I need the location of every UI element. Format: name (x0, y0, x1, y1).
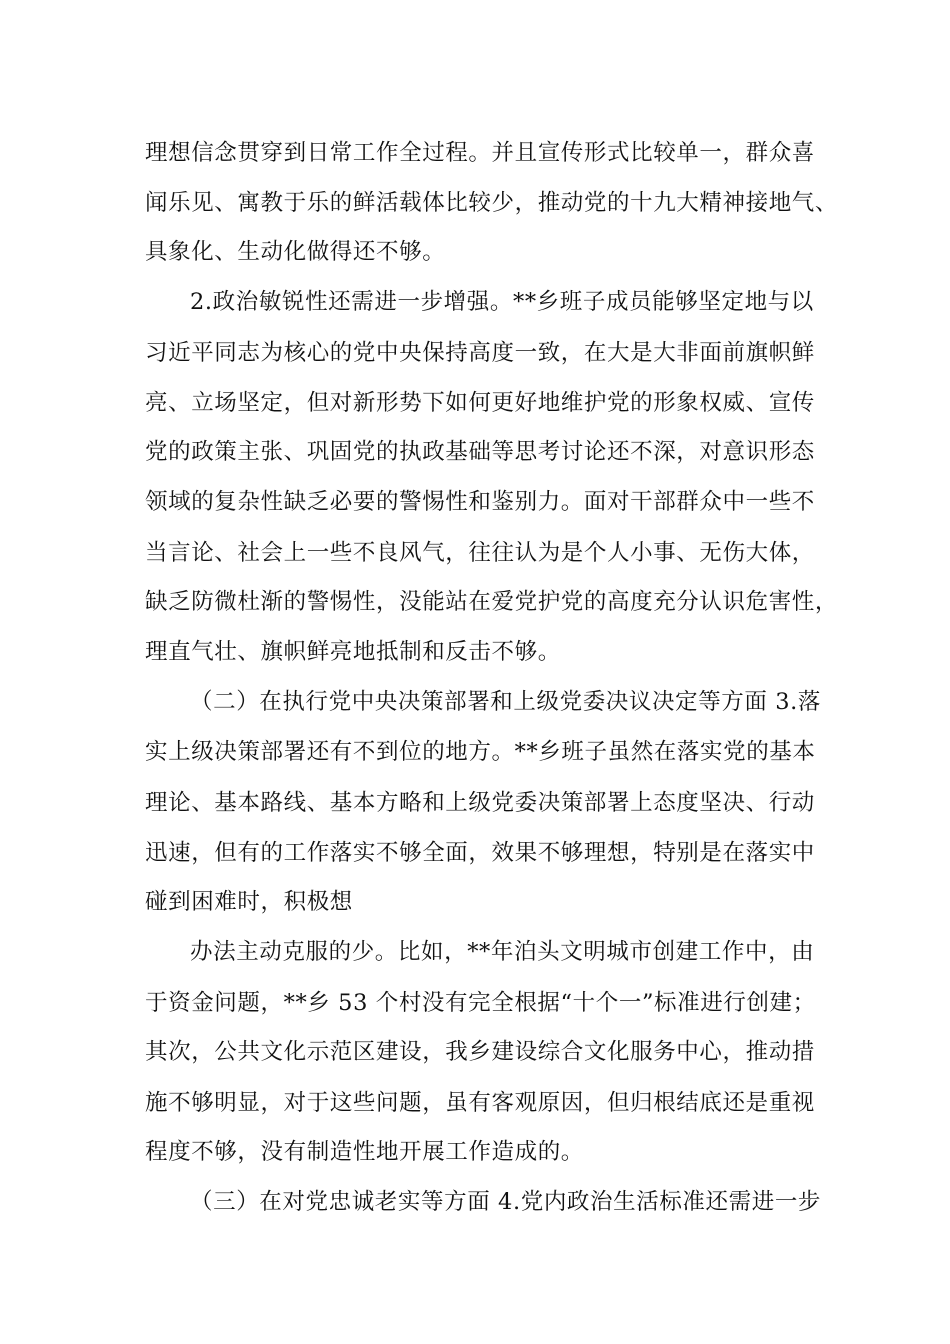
text-line: 于资金问题，**乡 53 个村没有完全根据“十个一”标准进行创建； (145, 990, 816, 1016)
text-line: 施不够明显，对于这些问题，虽有客观原因，但归根结底还是重视 (145, 1090, 815, 1116)
text-line: （二）在执行党中央决策部署和上级党委决议决定等方面 3.落 (190, 689, 822, 715)
text-line: 闻乐见、寓教于乐的鲜活载体比较少，推动党的十九大精神接地气、 (145, 190, 839, 216)
text-line: 领域的复杂性缺乏必要的警惕性和鉴别力。面对干部群众中一些不 (145, 489, 815, 515)
text-line: 办法主动克服的少。比如，**年泊头文明城市创建工作中，由 (190, 939, 815, 965)
text-line: 迅速，但有的工作落实不够全面，效果不够理想，特别是在落实中 (145, 840, 815, 866)
text-line: 亮、立场坚定，但对新形势下如何更好地维护党的形象权威、宣传 (145, 390, 815, 416)
text-line: （三）在对党忠诚老实等方面 4.党内政治生活标准还需进一步 (190, 1189, 822, 1215)
text-line: 理想信念贯穿到日常工作全过程。并且宣传形式比较单一，群众喜 (145, 140, 815, 166)
text-line: 具象化、生动化做得还不够。 (145, 239, 446, 265)
text-line: 实上级决策部署还有不到位的地方。**乡班子虽然在落实党的基本 (145, 739, 816, 765)
text-line: 当言论、社会上一些不良风气，往往认为是个人小事、无伤大体， (145, 540, 815, 566)
text-line: 理论、基本路线、基本方略和上级党委决策部署上态度坚决、行动 (145, 790, 815, 816)
text-line: 党的政策主张、巩固党的执政基础等思考讨论还不深，对意识形态 (145, 439, 815, 465)
text-line: 习近平同志为核心的党中央保持高度一致，在大是大非面前旗帜鲜 (145, 340, 815, 366)
text-line: 理直气壮、旗帜鲜亮地抵制和反击不够。 (145, 639, 561, 665)
text-line: 碰到困难时，积极想 (145, 889, 353, 915)
text-line: 2.政治敏锐性还需进一步增强。**乡班子成员能够坚定地与以 (190, 289, 814, 315)
text-line: 其次，公共文化示范区建设，我乡建设综合文化服务中心，推动措 (145, 1039, 815, 1065)
text-line: 缺乏防微杜渐的警惕性，没能站在爱党护党的高度充分认识危害性， (145, 589, 839, 615)
text-line: 程度不够，没有制造性地开展工作造成的。 (145, 1139, 584, 1165)
